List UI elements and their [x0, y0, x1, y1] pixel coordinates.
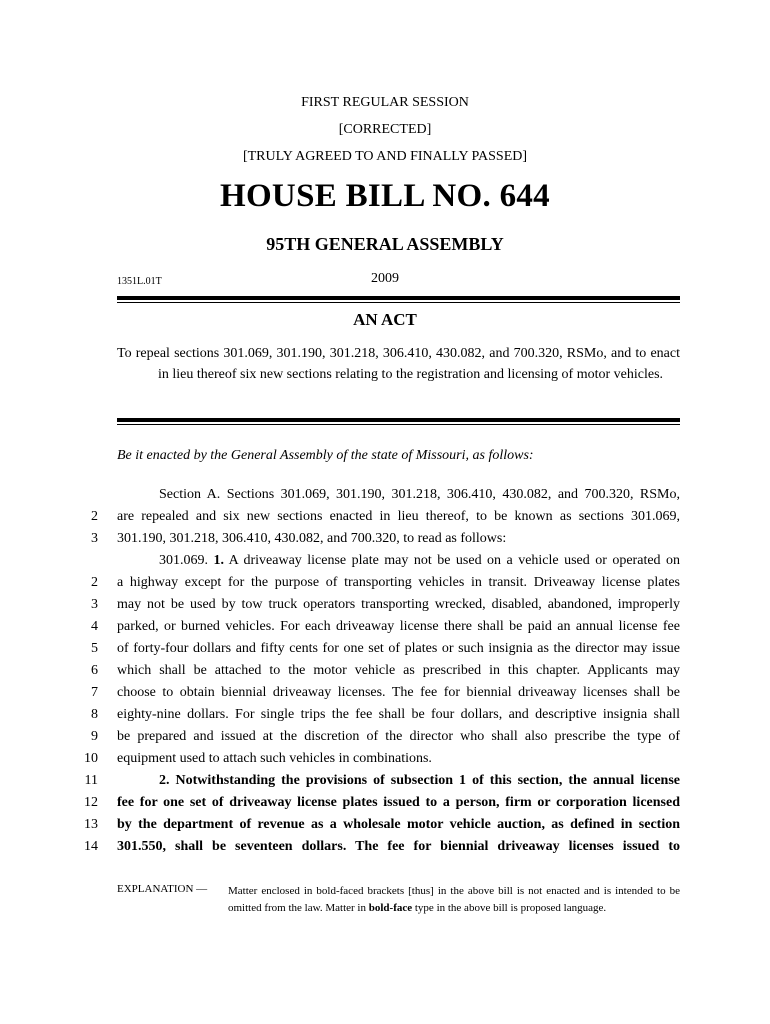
body-line: 301.550, shall be seventeen dollars. The fee for biennial driveaway licenses issued to: [117, 839, 680, 854]
line-number: 12: [84, 795, 98, 810]
corrected-label: [CORRECTED]: [338, 122, 432, 137]
line-number: 11: [84, 773, 98, 788]
session-year: 2009: [371, 271, 399, 286]
status-label: [TRULY AGREED TO AND FINALLY PASSED]: [242, 149, 528, 164]
body-line: [159, 550, 680, 572]
body-line: fee for one set of driveaway license plates issued to a person, firm or corporation licensed: [117, 795, 680, 810]
act-heading: AN ACT: [353, 310, 417, 329]
line-number: 13: [84, 817, 98, 832]
body-line: of forty-four dollars and fifty cents for one set of plates or such insignia as the director may issue: [117, 641, 680, 656]
line-number: 8: [91, 707, 98, 722]
body-line: choose to obtain biennial driveaway licenses. The fee for biennial driveaway licenses shall be: [117, 685, 680, 700]
act-purpose: To repeal sections 301.069, 301.190, 301.218, 306.410, 430.082, and 700.320, RSMo, and to enact in lieu thereof six new sections relating to the registration and licensing of motor vehicles.: [117, 346, 680, 382]
line-number: 6: [91, 663, 98, 678]
body-line: may not be used by tow truck operators transporting wrecked, disabled, abandoned, improperly: [117, 597, 680, 612]
body-line: 301.190, 301.218, 306.410, 430.082, and 700.320, to read as follows:: [117, 531, 507, 546]
body-line-text: A driveaway license plate may not be used on a vehicle used or operated on: [223, 553, 681, 568]
subsection-number: 1.: [213, 553, 224, 568]
line-number: 4: [91, 619, 98, 634]
body-line: equipment used to attach such vehicles in combinations.: [117, 751, 432, 766]
line-number: 9: [91, 729, 98, 744]
line-number: 7: [91, 685, 98, 700]
line-number: 2: [91, 575, 98, 590]
assembly-label: 95TH GENERAL ASSEMBLY: [266, 234, 504, 254]
bill-code: 1351L.01T: [117, 276, 162, 287]
enacting-clause: Be it enacted by the General Assembly of the state of Missouri, as follows:: [117, 448, 534, 463]
explanation-bold-term: bold-face: [368, 902, 413, 914]
line-number: 2: [91, 509, 98, 524]
header-rule-thick: [117, 296, 680, 300]
body-line: Section A. Sections 301.069, 301.190, 301.218, 306.410, 430.082, and 700.320, RSMo,: [159, 487, 680, 502]
line-number: 3: [91, 597, 98, 612]
explanation-label: EXPLANATION —: [117, 883, 208, 895]
body-line: are repealed and six new sections enacted in lieu thereof, to be known as sections 301.069,: [117, 509, 680, 524]
purpose-rule-thick: [117, 418, 680, 422]
body-line: which shall be attached to the motor vehicle as prescribed in this chapter. Applicants may: [117, 663, 680, 678]
body-line: parked, or burned vehicles. For each driveaway license there shall be paid an annual license fee: [117, 619, 680, 634]
explanation-text-part: type in the above bill is proposed language.: [412, 902, 607, 914]
line-number: 10: [84, 751, 98, 766]
body-line: eighty-nine dollars. For single trips the fee shall be four dollars, and descriptive insignia shall: [117, 707, 680, 722]
body-line: a highway except for the purpose of transporting vehicles in transit. Driveaway license plates: [117, 575, 680, 590]
line-number: 5: [91, 641, 98, 656]
body-line: 2. Notwithstanding the provisions of subsection 1 of this section, the annual license: [159, 773, 680, 788]
line-number: 14: [84, 839, 98, 854]
explanation-text-part: Matter enclosed in bold-faced brackets [thus] in the above bill is not enacted and is intended to be omitted from the law. Matter in: [228, 885, 680, 914]
line-number: 3: [91, 531, 98, 546]
page-title: HOUSE BILL NO. 644: [220, 178, 550, 214]
section-number: 301.069.: [159, 553, 214, 568]
header-rule-thin: [117, 302, 680, 303]
purpose-rule-thin: [117, 424, 680, 425]
body-line: be prepared and issued at the discretion of the director who shall also prescribe the type of: [117, 729, 680, 744]
session-label: FIRST REGULAR SESSION: [301, 95, 469, 110]
body-line: by the department of revenue as a wholesale motor vehicle auction, as defined in section: [117, 817, 680, 832]
explanation-text: [228, 883, 680, 917]
